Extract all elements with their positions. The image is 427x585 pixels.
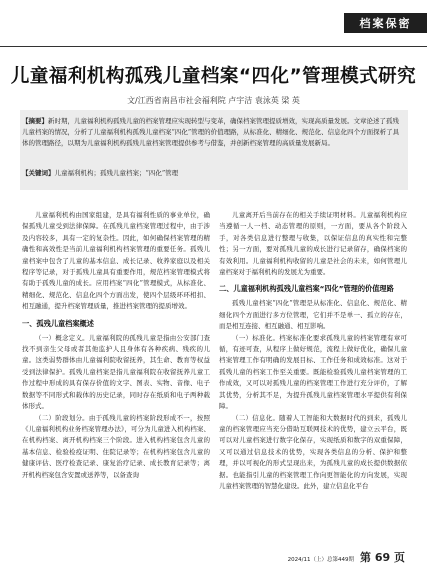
section-heading-2: 二、儿童福利机构孤残儿童档案“四化”管理的价值理路 (219, 284, 394, 294)
page-footer (288, 549, 405, 565)
header-rule (0, 46, 427, 47)
intro-paragraph: 儿童福利机构由国家组建，是具有福利性质的事业单位，确保孤残儿童受到法律保障。在孤残儿童档案管理过程中，由于涉及内容较多，具有一定的复杂性。因此，如何确保档案管理的精确性和高效性是当前儿童福利机构档案管理的重要任务。孤残儿童档案中包含了儿童的基本信息、成长记录、收养家庭以及相关程序等记录，对于孤残儿童具有重要作用，规范档案管理模式将有助于孤残儿童的成长。应用档案“四化”管理模式，从标准化、精细化、规范化、信息化四个方面出发，使四个层级环环相扣、相互融通，提升档案管理质量，推进档案管理的提质增效。 (22, 211, 210, 311)
abstract-text: 新时期，儿童福利机构孤残儿童的档案管理应实现转型与变革，确保档案管理提质增效，实现高质量发展。文章论述了孤残儿童档案的情况，分析了儿童福利机构孤残儿童档案“四化”管理的价值理路，从标准化、精细化、规范化、信息化四个方面探析了具体的管理路径，以期为儿童福利机构孤残儿童档案管理提供参考与借鉴，并创新档案管理的高质量发展新局。 (22, 117, 400, 147)
issue-info: 2024/11（上）总第449期 (287, 557, 355, 563)
page-number: 第 69 页 (360, 551, 405, 564)
author-line: 文/江西省南昌市社会福利院 卢宇洁 袁泳英 梁 英 (127, 96, 300, 105)
keywords-label: 【关键词】 (22, 169, 55, 177)
keywords-text: 儿童福利机构；孤残儿童档案；“四化”管理 (54, 169, 179, 177)
abstract (22, 116, 402, 149)
abstract-label: 【摘要】 (22, 117, 48, 125)
paragraph-continuation: 儿童离开后当前存在的相关手续证明材料。儿童福利机构应当遵循一人一档、动态管理的原则，一方面，要从各个阶段入手，对各类信息进行整理与收集，以保证信息的真实性和完整性；另一方面，要对孤残儿童的成长进行记录留存，确保档案的有效利用。儿童福利机构收留的儿童是社会的未来，如何管理儿童档案对于福利机构的发展尤为重要。 (219, 211, 407, 277)
paragraph-four-modes: 孤残儿童档案“四化”管理是从标准化、信息化、规范化、精细化四个方面进行多方位管理，它们并不是单一、孤立的存在，而是相互连接、相互融通、相互影响。 (219, 299, 407, 331)
paragraph-informatization: （二）信息化。随着人工智能和大数据时代的到来，孤残儿童的档案管理应当充分借助互联网技术的优势，建立云平台，既可以对儿童档案进行数字化保存，实现纸质和数字的双重保障，又可以通过信息技术的优势，实现各类信息的分析、保护和整理，并以可视化的形式呈现出来，为孤残儿童的成长提供数据依据。也能指引儿童的档案管理工作向更智能化的方向发展，实现儿童档案管理的智慧化建设。此外，建立信息化平台 (219, 413, 407, 490)
paragraph-stages: （二）阶段划分。由于孤残儿童的档案阶段形成不一，按照《儿童福利机构业务档案管理办法》，可分为儿童进入机构档案、在机构档案、离开机构档案三个阶段。进入机构档案包含儿童的基本信息、检验检疫证明、住院记录等；在机构档案包含儿童的健康评估、医疗检查记录、康复治疗记录、成长教育记录等；离开机构档案包含安置或送养等，以备查询 (22, 413, 210, 479)
keywords (22, 168, 402, 179)
journal-header (0, 0, 427, 46)
column-tag: 档案保密 (344, 13, 427, 33)
paragraph-standardization: （一）标准化。档案标准化要求孤残儿童的档案管理有章可循，有迹可查，从程序上做好规范，流程上做好优化，确保儿童档案管理工作有明确的发展目标、工作任务和成效标准。这对于孤残儿童的档案工作至关重要。既能检验孤残儿童档案管理的工作成效，又可以对孤残儿童的档案管理工作进行充分评价，了解其优势，分析其不足，为提升孤残儿童档案管理水平提供有利保障。 (219, 333, 407, 411)
right-column (219, 210, 407, 492)
section-heading-1: 一、孤残儿童档案概述 (22, 318, 94, 328)
article-title: 儿童福利机构孤残儿童档案“四化”管理模式研究 (10, 66, 417, 87)
left-column (22, 210, 210, 481)
paragraph-concept: （一）概念定义。儿童福利院的孤残儿童是指由公安部门查找不到亲生父母或者其他监护人且身体有各种疾病、残疾的儿童。这类弱势群体由儿童福利院收留抚养，其生命、教育等权益受到法律保护。孤残儿童档案是指儿童福利院在收留抚养儿童工作过程中形成的具有保存价值的文字、图表、实物、音像、电子数据等不同形式和载体的历史记录，同时存在纸质和电子两种载体形式。 (22, 333, 210, 411)
